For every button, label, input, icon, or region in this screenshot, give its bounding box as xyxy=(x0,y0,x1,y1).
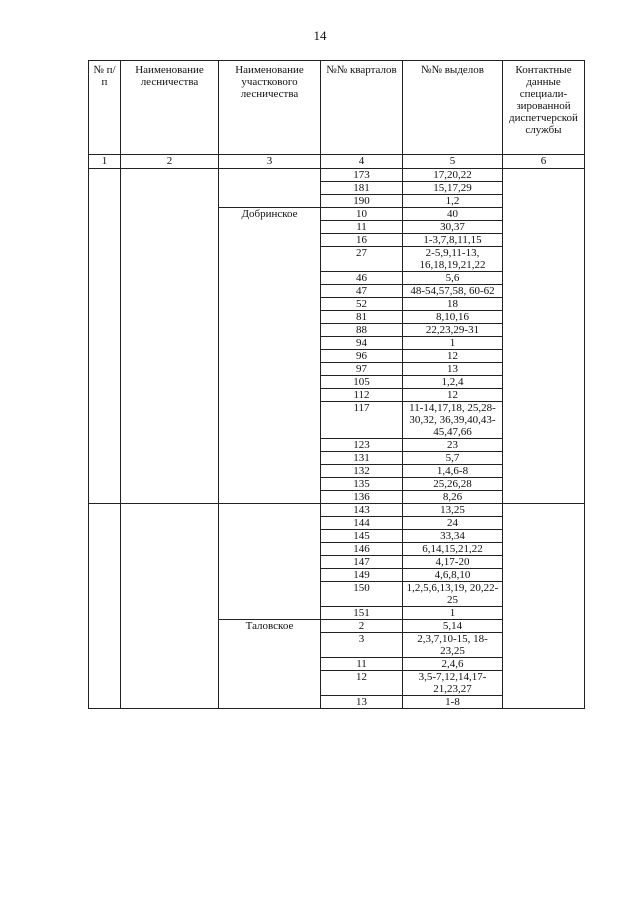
col-header-number: № п/п xyxy=(89,61,121,155)
plots-cell: 3,5-7,12,14,17- 21,23,27 xyxy=(403,671,503,696)
quarter-cell: 147 xyxy=(321,556,403,569)
table-body-block-1 xyxy=(89,169,585,504)
plots-cell: 5,7 xyxy=(403,452,503,465)
quarter-cell: 11 xyxy=(321,221,403,234)
quarter-cell: 16 xyxy=(321,234,403,247)
column-number-row xyxy=(89,155,585,169)
col-number: 4 xyxy=(321,155,403,169)
plots-cell: 11-14,17,18, 25,28-30,32, 36,39,40,43- 45,47,66 xyxy=(403,402,503,439)
quarter-cell: 135 xyxy=(321,478,403,491)
quarter-cell: 27 xyxy=(321,247,403,272)
plots-cell: 2,4,6 xyxy=(403,658,503,671)
quarter-cell: 150 xyxy=(321,582,403,607)
quarter-cell: 81 xyxy=(321,311,403,324)
quarter-cell: 143 xyxy=(321,504,403,517)
plots-cell: 8,26 xyxy=(403,491,503,504)
quarter-cell: 131 xyxy=(321,452,403,465)
table-body-block-2 xyxy=(89,504,585,709)
plots-cell: 24 xyxy=(403,517,503,530)
district-forestry-cell xyxy=(219,169,321,208)
quarter-cell: 2 xyxy=(321,620,403,633)
quarter-cell: 151 xyxy=(321,607,403,620)
quarter-cell: 3 xyxy=(321,633,403,658)
quarter-cell: 52 xyxy=(321,298,403,311)
number-cell xyxy=(89,169,121,504)
table-row xyxy=(89,504,585,517)
quarter-cell: 173 xyxy=(321,169,403,182)
quarter-cell: 94 xyxy=(321,337,403,350)
col-number: 5 xyxy=(403,155,503,169)
plots-cell: 1,2,4 xyxy=(403,376,503,389)
forestry-cell xyxy=(121,504,219,709)
quarter-cell: 47 xyxy=(321,285,403,298)
quarter-cell: 105 xyxy=(321,376,403,389)
plots-cell: 2,3,7,10-15, 18- 23,25 xyxy=(403,633,503,658)
quarter-cell: 10 xyxy=(321,208,403,221)
plots-cell: 1,4,6-8 xyxy=(403,465,503,478)
number-cell xyxy=(89,504,121,709)
plots-cell: 23 xyxy=(403,439,503,452)
col-number: 3 xyxy=(219,155,321,169)
plots-cell: 1 xyxy=(403,607,503,620)
plots-cell: 8,10,16 xyxy=(403,311,503,324)
col-number: 2 xyxy=(121,155,219,169)
quarter-cell: 145 xyxy=(321,530,403,543)
quarter-cell: 13 xyxy=(321,696,403,709)
plots-cell: 1 xyxy=(403,337,503,350)
district-forestry-cell: Добринское xyxy=(219,208,321,504)
forest-plots-table xyxy=(88,60,585,709)
quarter-cell: 97 xyxy=(321,363,403,376)
plots-cell: 15,17,29 xyxy=(403,182,503,195)
plots-cell: 48-54,57,58, 60-62 xyxy=(403,285,503,298)
plots-cell: 25,26,28 xyxy=(403,478,503,491)
contacts-cell xyxy=(503,504,585,709)
quarter-cell: 132 xyxy=(321,465,403,478)
quarter-cell: 96 xyxy=(321,350,403,363)
plots-cell: 2-5,9,11-13, 16,18,19,21,22 xyxy=(403,247,503,272)
col-number: 6 xyxy=(503,155,585,169)
quarter-cell: 11 xyxy=(321,658,403,671)
plots-cell: 1-3,7,8,11,15 xyxy=(403,234,503,247)
quarter-cell: 136 xyxy=(321,491,403,504)
plots-cell: 33,34 xyxy=(403,530,503,543)
plots-cell: 13 xyxy=(403,363,503,376)
quarter-cell: 46 xyxy=(321,272,403,285)
quarter-cell: 181 xyxy=(321,182,403,195)
plots-cell: 6,14,15,21,22 xyxy=(403,543,503,556)
plots-cell: 5,6 xyxy=(403,272,503,285)
quarter-cell: 123 xyxy=(321,439,403,452)
plots-cell: 12 xyxy=(403,350,503,363)
plots-cell: 1,2 xyxy=(403,195,503,208)
plots-cell: 1,2,5,6,13,19, 20,22-25 xyxy=(403,582,503,607)
plots-cell: 17,20,22 xyxy=(403,169,503,182)
col-header-quarters: №№ кварталов xyxy=(321,61,403,155)
plots-cell: 13,25 xyxy=(403,504,503,517)
quarter-cell: 149 xyxy=(321,569,403,582)
quarter-cell: 12 xyxy=(321,671,403,696)
forestry-cell xyxy=(121,169,219,504)
quarter-cell: 144 xyxy=(321,517,403,530)
header-row xyxy=(89,61,585,155)
plots-cell: 30,37 xyxy=(403,221,503,234)
col-header-plots: №№ выделов xyxy=(403,61,503,155)
table-row xyxy=(89,169,585,182)
page-number: 14 xyxy=(313,28,327,43)
district-forestry-cell xyxy=(219,504,321,620)
contacts-cell xyxy=(503,169,585,504)
col-number: 1 xyxy=(89,155,121,169)
quarter-cell: 146 xyxy=(321,543,403,556)
quarter-cell: 88 xyxy=(321,324,403,337)
plots-cell: 18 xyxy=(403,298,503,311)
plots-cell: 4,17-20 xyxy=(403,556,503,569)
col-header-forestry: Наименование лесничества xyxy=(121,61,219,155)
district-forestry-cell: Таловское xyxy=(219,620,321,709)
plots-cell: 22,23,29-31 xyxy=(403,324,503,337)
plots-cell: 40 xyxy=(403,208,503,221)
quarter-cell: 112 xyxy=(321,389,403,402)
quarter-cell: 190 xyxy=(321,195,403,208)
col-header-district-forestry: Наименование участкового лесничества xyxy=(219,61,321,155)
plots-cell: 1-8 xyxy=(403,696,503,709)
col-header-contacts: Контактные данные специали-зированной диспетчерской службы xyxy=(503,61,585,155)
plots-cell: 5,14 xyxy=(403,620,503,633)
quarter-cell: 117 xyxy=(321,402,403,439)
plots-cell: 12 xyxy=(403,389,503,402)
plots-cell: 4,6,8,10 xyxy=(403,569,503,582)
